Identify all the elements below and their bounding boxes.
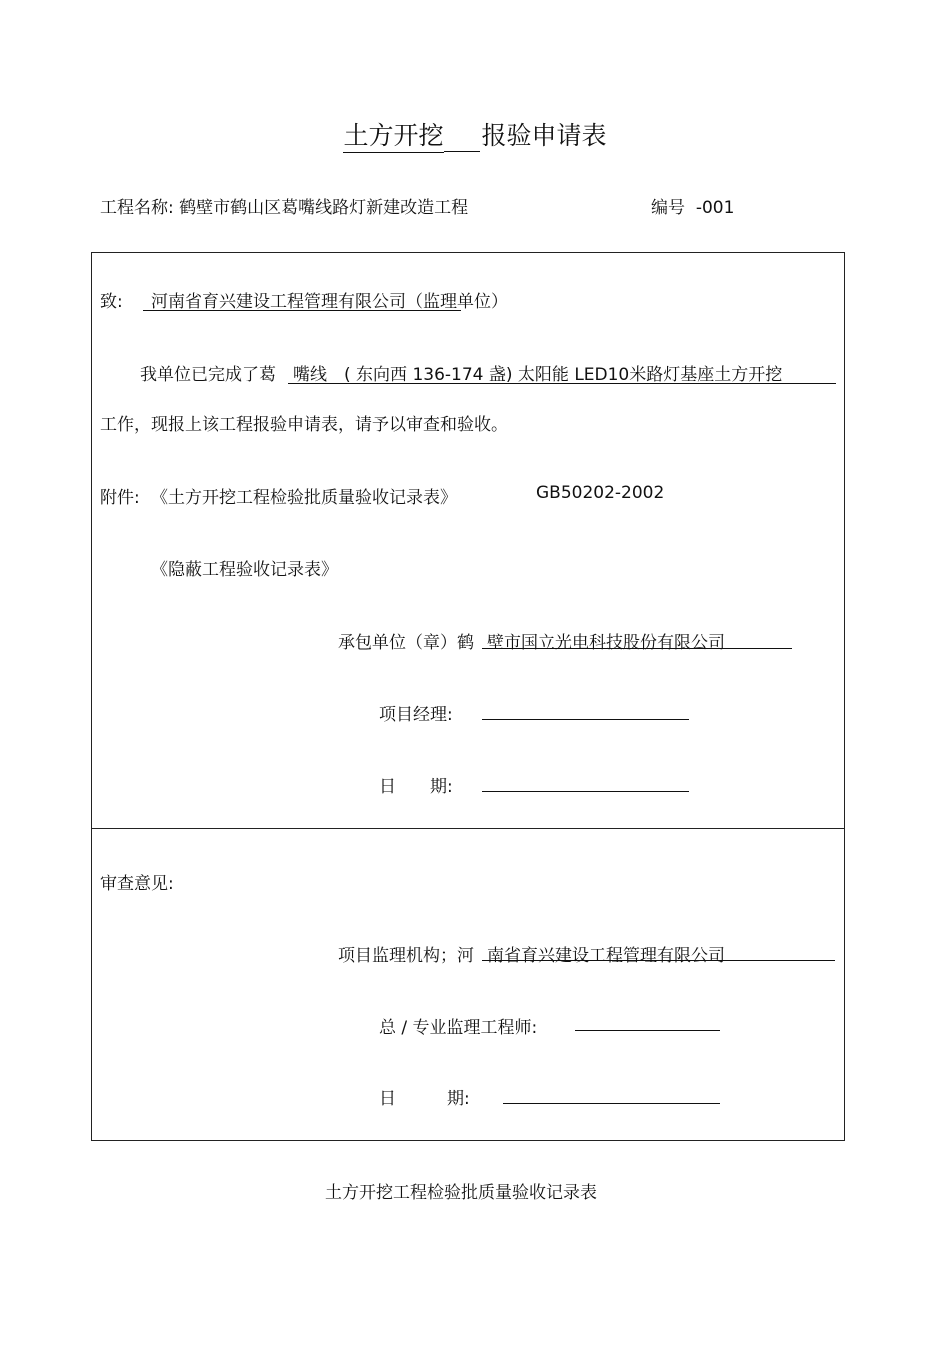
supervisor-org-underline [482,960,835,961]
section-divider [91,828,845,829]
body-line1-prefix: 我单位已完成了葛 [140,365,276,385]
supervising-engineer-signature-line [575,1030,720,1031]
document-title [0,116,950,152]
attachment-1-code: GB50202-2002 [536,483,665,503]
number-label: 编号 [651,198,685,218]
document-number [651,193,734,218]
supervisor-org-name: 南省育兴建设工程管理有限公司 [487,946,725,966]
body-line1-work-content: 嘴线 ( 东向西 136-174 盏) 太阳能 LED10米路灯基座土方开挖 [293,365,783,385]
date-label-contractor: 日 期: [379,777,453,797]
contractor-underline [482,648,792,649]
supervising-engineer-label: 总 / 专业监理工程师: [379,1018,538,1038]
to-unit-underline [143,310,461,311]
title-blank-line [444,123,480,152]
project-name-row [100,193,468,218]
title-form-name: 报验申请表 [481,121,607,150]
project-manager-label: 项目经理: [379,705,453,725]
review-opinion-label: 审查意见: [100,874,174,894]
project-manager-signature-line [482,719,689,720]
project-name-value: 鹤壁市鹤山区葛嘴线路灯新建改造工程 [179,198,469,218]
date-line-contractor [482,791,689,792]
contractor-label: 承包单位（章）鹤 [338,633,474,653]
to-unit: 河南省育兴建设工程管理有限公司（监理单位） [151,292,508,312]
form-frame [91,252,845,1141]
work-content-underline [288,383,836,384]
to-label: 致: [100,292,123,312]
date-label-supervisor: 日 期: [379,1089,470,1109]
attachment-1: 《土方开挖工程检验批质量验收记录表》 [151,488,457,508]
body-line2: 工作，现报上该工程报验申请表，请予以审查和验收。 [100,415,508,435]
date-line-supervisor [503,1103,720,1104]
title-work-type: 土方开挖 [343,121,443,153]
next-form-title: 土方开挖工程检验批质量验收记录表 [325,1183,597,1203]
supervisor-org-label: 项目监理机构；河 [338,946,474,966]
attachment-2: 《隐蔽工程验收记录表》 [151,560,338,580]
project-name-label: 工程名称: [100,198,174,218]
attachment-label: 附件: [100,488,140,508]
contractor-name: 壁市国立光电科技股份有限公司 [487,633,725,653]
number-value: -001 [695,198,735,218]
